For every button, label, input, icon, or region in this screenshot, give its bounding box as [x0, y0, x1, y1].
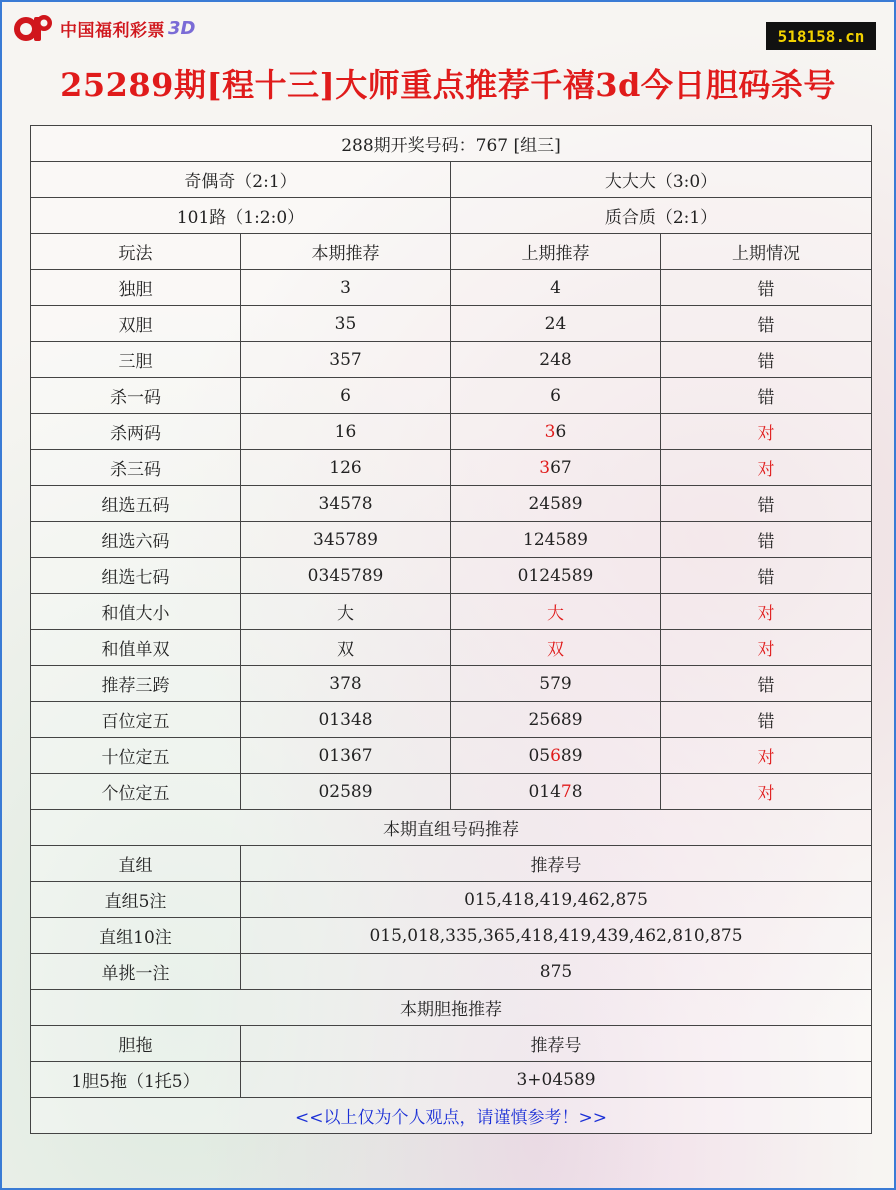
previous-pre: 124589 — [523, 529, 588, 550]
play-cell: 百位定五 — [31, 702, 241, 738]
play-cell: 推荐三跨 — [31, 666, 241, 702]
table-row — [31, 954, 872, 990]
current-cell: 3 — [241, 270, 451, 306]
table-row — [31, 342, 872, 378]
big-small-pattern: 大大大（3:0） — [451, 162, 872, 198]
previous-cell — [451, 702, 661, 738]
play-cell: 杀两码 — [31, 414, 241, 450]
logo-3d: 3D — [168, 17, 196, 39]
table-row — [31, 738, 872, 774]
play-cell: 杀三码 — [31, 450, 241, 486]
direct-header-right: 推荐号 — [241, 846, 872, 882]
previous-cell — [451, 306, 661, 342]
previous-cell — [451, 378, 661, 414]
lottery-logo-icon — [12, 11, 56, 45]
table-row — [31, 414, 872, 450]
table-row — [31, 1062, 872, 1098]
direct-rows — [31, 882, 872, 990]
logo-text: 中国福利彩票 — [60, 20, 165, 41]
table-row — [31, 378, 872, 414]
top-bar — [2, 2, 894, 52]
play-cell: 个位定五 — [31, 774, 241, 810]
play-cell: 和值大小 — [31, 594, 241, 630]
previous-hit: 双 — [547, 640, 564, 660]
table-row — [31, 522, 872, 558]
status-cell: 错 — [661, 342, 872, 378]
previous-cell — [451, 450, 661, 486]
play-cell: 组选七码 — [31, 558, 241, 594]
previous-pre: 05 — [528, 745, 551, 766]
prime-composite-pattern: 质合质（2:1） — [451, 198, 872, 234]
status-cell: 错 — [661, 378, 872, 414]
previous-pre: 4 — [550, 277, 561, 298]
status-cell: 对 — [661, 450, 872, 486]
previous-post: 6 — [555, 421, 567, 442]
column-header-row — [31, 234, 872, 270]
status-cell: 错 — [661, 666, 872, 702]
play-cell: 杀一码 — [31, 378, 241, 414]
draw-result: 288期开奖号码：767 [组三] — [31, 126, 872, 162]
table-row — [31, 558, 872, 594]
current-cell: 126 — [241, 450, 451, 486]
previous-pre: 25689 — [528, 709, 583, 730]
previous-post: 67 — [550, 457, 572, 478]
previous-pre: 014 — [528, 781, 561, 802]
table-row — [31, 702, 872, 738]
current-cell: 357 — [241, 342, 451, 378]
pattern-row-2 — [31, 198, 872, 234]
previous-pre: 248 — [539, 349, 572, 370]
direct-value: 875 — [241, 954, 872, 990]
previous-hit: 7 — [560, 781, 572, 802]
previous-cell — [451, 342, 661, 378]
footer-row — [31, 1098, 872, 1134]
play-cell: 组选六码 — [31, 522, 241, 558]
play-cell: 组选五码 — [31, 486, 241, 522]
site-badge[interactable]: 518158.cn — [766, 22, 876, 50]
current-cell: 大 — [241, 594, 451, 630]
status-cell: 错 — [661, 558, 872, 594]
play-cell: 三胆 — [31, 342, 241, 378]
recommendation-rows — [31, 270, 872, 810]
play-cell: 和值单双 — [31, 630, 241, 666]
previous-post: 89 — [560, 745, 583, 766]
road-012-pattern: 101路（1:2:0） — [31, 198, 451, 234]
status-cell: 对 — [661, 414, 872, 450]
previous-pre: 6 — [550, 385, 561, 406]
previous-pre: 24589 — [528, 493, 583, 514]
play-cell: 十位定五 — [31, 738, 241, 774]
current-cell: 02589 — [241, 774, 451, 810]
direct-label: 单挑一注 — [31, 954, 241, 990]
dantuo-header-right: 推荐号 — [241, 1026, 872, 1062]
column-header-play: 玩法 — [31, 234, 241, 270]
previous-pre: 579 — [539, 673, 572, 694]
previous-cell — [451, 630, 661, 666]
current-cell: 01348 — [241, 702, 451, 738]
direct-header-left: 直组 — [31, 846, 241, 882]
previous-pre: 24 — [544, 313, 567, 334]
play-cell: 独胆 — [31, 270, 241, 306]
current-cell: 345789 — [241, 522, 451, 558]
previous-hit: 6 — [550, 745, 561, 766]
previous-hit: 3 — [539, 457, 551, 478]
table-row — [31, 486, 872, 522]
status-cell: 对 — [661, 630, 872, 666]
status-cell: 错 — [661, 702, 872, 738]
table-row — [31, 666, 872, 702]
direct-section-title-row — [31, 810, 872, 846]
status-cell: 对 — [661, 594, 872, 630]
table-row — [31, 270, 872, 306]
direct-section-title: 本期直组号码推荐 — [31, 810, 872, 846]
status-cell: 对 — [661, 738, 872, 774]
pattern-row-1 — [31, 162, 872, 198]
play-cell: 双胆 — [31, 306, 241, 342]
current-cell: 35 — [241, 306, 451, 342]
page-title: 25289期[程十三]大师重点推荐千禧3d今日胆码杀号 — [60, 66, 836, 104]
previous-post: 8 — [571, 781, 583, 802]
previous-cell — [451, 558, 661, 594]
dantuo-header-row — [31, 1026, 872, 1062]
table-row — [31, 774, 872, 810]
dantuo-value: 3+04589 — [241, 1062, 872, 1098]
previous-cell — [451, 522, 661, 558]
status-cell: 错 — [661, 486, 872, 522]
direct-label: 直组5注 — [31, 882, 241, 918]
recommendation-table — [30, 125, 872, 1134]
column-header-previous: 上期推荐 — [451, 234, 661, 270]
direct-value: 015,418,419,462,875 — [241, 882, 872, 918]
odd-even-pattern: 奇偶奇（2:1） — [31, 162, 451, 198]
dantuo-section-title: 本期胆拖推荐 — [31, 990, 872, 1026]
previous-hit: 3 — [544, 421, 556, 442]
current-cell: 378 — [241, 666, 451, 702]
direct-label: 直组10注 — [31, 918, 241, 954]
status-cell: 错 — [661, 270, 872, 306]
current-cell: 0345789 — [241, 558, 451, 594]
previous-cell — [451, 738, 661, 774]
lottery-logo[interactable] — [12, 10, 195, 46]
previous-pre: 0124589 — [517, 565, 594, 586]
direct-header-row — [31, 846, 872, 882]
previous-cell — [451, 270, 661, 306]
previous-hit: 大 — [547, 604, 564, 624]
status-cell: 错 — [661, 306, 872, 342]
current-cell: 01367 — [241, 738, 451, 774]
current-cell: 6 — [241, 378, 451, 414]
previous-cell — [451, 414, 661, 450]
current-cell: 16 — [241, 414, 451, 450]
status-cell: 错 — [661, 522, 872, 558]
table-row — [31, 594, 872, 630]
table-row — [31, 630, 872, 666]
status-cell: 对 — [661, 774, 872, 810]
column-header-status: 上期情况 — [661, 234, 872, 270]
draw-row — [31, 126, 872, 162]
table-row — [31, 306, 872, 342]
previous-cell — [451, 594, 661, 630]
previous-cell — [451, 666, 661, 702]
footer-note: <<以上仅为个人观点，请谨慎参考！>> — [31, 1098, 872, 1134]
table-row — [31, 882, 872, 918]
column-header-current: 本期推荐 — [241, 234, 451, 270]
current-cell: 34578 — [241, 486, 451, 522]
table-row — [31, 918, 872, 954]
dantuo-label: 1胆5拖（1托5） — [31, 1062, 241, 1098]
previous-cell — [451, 774, 661, 810]
current-cell: 双 — [241, 630, 451, 666]
dantuo-rows — [31, 1062, 872, 1098]
dantuo-section-title-row — [31, 990, 872, 1026]
previous-cell — [451, 486, 661, 522]
direct-value: 015,018,335,365,418,419,439,462,810,875 — [241, 918, 872, 954]
dantuo-header-left: 胆拖 — [31, 1026, 241, 1062]
table-row — [31, 450, 872, 486]
